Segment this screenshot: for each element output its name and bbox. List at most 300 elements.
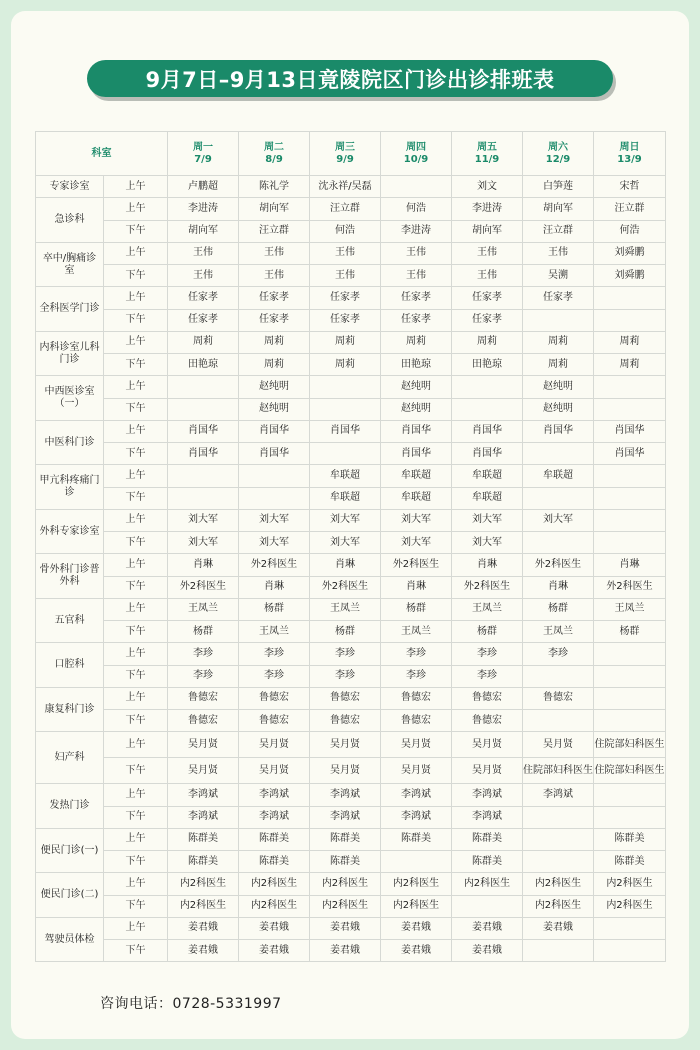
- doctor-cell: 肖国华: [239, 420, 310, 442]
- schedule-table: [35, 131, 666, 962]
- doctor-cell: 牟联超: [310, 487, 381, 509]
- doctor-cell: 陈群美: [239, 828, 310, 850]
- doctor-cell: 陈群美: [168, 851, 239, 873]
- doctor-cell: 陈群美: [168, 828, 239, 850]
- table-row: [36, 465, 666, 487]
- doctor-cell: 鲁德宏: [452, 710, 523, 732]
- table-row: [36, 220, 666, 242]
- doctor-cell: 姜君娥: [310, 917, 381, 939]
- dept-header: 科室: [36, 132, 168, 176]
- doctor-cell: [594, 309, 666, 331]
- session-label: 上午: [104, 420, 168, 442]
- doctor-cell: 肖琳: [523, 576, 594, 598]
- doctor-cell: 鲁德宏: [168, 687, 239, 709]
- doctor-cell: 田艳琼: [452, 354, 523, 376]
- table-row: [36, 917, 666, 939]
- day-date: 9/9: [336, 153, 354, 165]
- doctor-cell: 肖琳: [452, 554, 523, 576]
- doctor-cell: [452, 376, 523, 398]
- doctor-cell: 内2科医生: [594, 873, 666, 895]
- doctor-cell: 李进涛: [168, 198, 239, 220]
- day-date: 12/9: [545, 153, 571, 165]
- doctor-cell: 王凤兰: [310, 598, 381, 620]
- doctor-cell: 周莉: [168, 331, 239, 353]
- session-label: 上午: [104, 465, 168, 487]
- doctor-cell: [168, 465, 239, 487]
- doctor-cell: 姜君娥: [381, 940, 452, 962]
- doctor-cell: 王伟: [452, 242, 523, 264]
- doctor-cell: [594, 784, 666, 806]
- doctor-cell: 王伟: [381, 242, 452, 264]
- day-name: 周五: [477, 141, 497, 153]
- hotline-text: 咨询电话：0728-5331997: [100, 996, 282, 1012]
- doctor-cell: 赵纯明: [381, 376, 452, 398]
- doctor-cell: 鲁德宏: [310, 687, 381, 709]
- doctor-cell: 姜君娥: [523, 917, 594, 939]
- doctor-cell: 外2科医生: [381, 554, 452, 576]
- doctor-cell: 鲁德宏: [310, 710, 381, 732]
- session-label: 上午: [104, 784, 168, 806]
- doctor-cell: [594, 287, 666, 309]
- doctor-cell: [239, 487, 310, 509]
- doctor-cell: 任家孝: [452, 309, 523, 331]
- doctor-cell: 外2科医生: [239, 554, 310, 576]
- doctor-cell: [168, 487, 239, 509]
- day-name: 周六: [548, 141, 568, 153]
- doctor-cell: 刘大军: [452, 532, 523, 554]
- doctor-cell: 内2科医生: [523, 895, 594, 917]
- doctor-cell: 牟联超: [381, 465, 452, 487]
- doctor-cell: 外2科医生: [523, 554, 594, 576]
- doctor-cell: 吴月贤: [168, 758, 239, 784]
- doctor-cell: 沈永祥/吴磊: [310, 176, 381, 198]
- doctor-cell: 牟联超: [381, 487, 452, 509]
- doctor-cell: 周莉: [381, 331, 452, 353]
- department-name: 康复科门诊: [36, 687, 104, 732]
- doctor-cell: 鲁德宏: [523, 687, 594, 709]
- doctor-cell: 内2科医生: [168, 895, 239, 917]
- doctor-cell: 赵纯明: [239, 398, 310, 420]
- session-label: 下午: [104, 220, 168, 242]
- doctor-cell: [523, 806, 594, 828]
- doctor-cell: [523, 828, 594, 850]
- doctor-cell: 吴溯: [523, 265, 594, 287]
- page-title: 9月7日–9月13日竟陵院区门诊出诊排班表: [87, 60, 613, 97]
- doctor-cell: 内2科医生: [239, 895, 310, 917]
- doctor-cell: 肖国华: [239, 443, 310, 465]
- doctor-cell: 姜君娥: [452, 917, 523, 939]
- doctor-cell: 赵纯明: [523, 376, 594, 398]
- doctor-cell: 杨群: [452, 621, 523, 643]
- department-name: 急诊科: [36, 198, 104, 243]
- session-label: 下午: [104, 665, 168, 687]
- doctor-cell: 陈群美: [594, 828, 666, 850]
- doctor-cell: 吴月贤: [523, 732, 594, 758]
- table-row: [36, 242, 666, 264]
- doctor-cell: [594, 376, 666, 398]
- department-name: 全科医学门诊: [36, 287, 104, 332]
- doctor-cell: [452, 398, 523, 420]
- doctor-cell: 陈群美: [239, 851, 310, 873]
- doctor-cell: 外2科医生: [452, 576, 523, 598]
- doctor-cell: 胡向军: [239, 198, 310, 220]
- doctor-cell: 牟联超: [452, 487, 523, 509]
- doctor-cell: 吴月贤: [168, 732, 239, 758]
- table-row: [36, 331, 666, 353]
- doctor-cell: [452, 895, 523, 917]
- doctor-cell: 李鸿斌: [310, 806, 381, 828]
- session-label: 下午: [104, 443, 168, 465]
- doctor-cell: 刘大军: [239, 509, 310, 531]
- doctor-cell: [594, 532, 666, 554]
- doctor-cell: 周莉: [239, 354, 310, 376]
- table-row: [36, 643, 666, 665]
- day-date: 13/9: [617, 153, 642, 165]
- header-row: [36, 132, 666, 176]
- day-date: 8/9: [265, 153, 283, 165]
- doctor-cell: 王伟: [168, 242, 239, 264]
- doctor-cell: 肖国华: [452, 420, 523, 442]
- session-label: 上午: [104, 176, 168, 198]
- table-row: [36, 758, 666, 784]
- doctor-cell: 王凤兰: [594, 598, 666, 620]
- table-row: [36, 554, 666, 576]
- doctor-cell: 陈礼学: [239, 176, 310, 198]
- doctor-cell: 王伟: [523, 242, 594, 264]
- doctor-cell: 鲁德宏: [381, 687, 452, 709]
- session-label: 下午: [104, 895, 168, 917]
- doctor-cell: 内2科医生: [310, 873, 381, 895]
- doctor-cell: [594, 917, 666, 939]
- doctor-cell: 李鸿斌: [168, 806, 239, 828]
- doctor-cell: 姜君娥: [381, 917, 452, 939]
- doctor-cell: 内2科医生: [239, 873, 310, 895]
- session-label: 上午: [104, 828, 168, 850]
- doctor-cell: 姜君娥: [310, 940, 381, 962]
- doctor-cell: 李鸿斌: [381, 806, 452, 828]
- doctor-cell: 刘舜鹏: [594, 265, 666, 287]
- doctor-cell: [239, 465, 310, 487]
- day-date: 10/9: [403, 153, 429, 165]
- table-row: [36, 598, 666, 620]
- doctor-cell: 肖国华: [168, 420, 239, 442]
- doctor-cell: 周莉: [523, 354, 594, 376]
- doctor-cell: [523, 532, 594, 554]
- doctor-cell: 王伟: [452, 265, 523, 287]
- doctor-cell: 白笋莲: [523, 176, 594, 198]
- session-label: 上午: [104, 242, 168, 264]
- doctor-cell: 姜君娥: [239, 917, 310, 939]
- doctor-cell: 田艳琼: [381, 354, 452, 376]
- department-name: 便民门诊(二): [36, 873, 104, 918]
- doctor-cell: 姜君娥: [452, 940, 523, 962]
- doctor-cell: 内2科医生: [310, 895, 381, 917]
- doctor-cell: 任家孝: [523, 287, 594, 309]
- session-label: 下午: [104, 758, 168, 784]
- day-header: [381, 132, 452, 176]
- doctor-cell: 赵纯明: [381, 398, 452, 420]
- doctor-cell: 何浩: [310, 220, 381, 242]
- doctor-cell: 任家孝: [381, 309, 452, 331]
- doctor-cell: [310, 398, 381, 420]
- doctor-cell: [523, 851, 594, 873]
- doctor-cell: 李鸿斌: [452, 806, 523, 828]
- doctor-cell: 李珍: [310, 665, 381, 687]
- doctor-cell: 刘大军: [239, 532, 310, 554]
- doctor-cell: 刘舜鹏: [594, 242, 666, 264]
- doctor-cell: 住院部妇科医生: [523, 758, 594, 784]
- doctor-cell: 任家孝: [310, 287, 381, 309]
- doctor-cell: 杨群: [168, 621, 239, 643]
- department-name: 外科专家诊室: [36, 509, 104, 554]
- doctor-cell: 王伟: [168, 265, 239, 287]
- doctor-cell: 内2科医生: [452, 873, 523, 895]
- session-label: 下午: [104, 354, 168, 376]
- doctor-cell: 内2科医生: [168, 873, 239, 895]
- session-label: 下午: [104, 940, 168, 962]
- session-label: 下午: [104, 487, 168, 509]
- doctor-cell: 李鸿斌: [523, 784, 594, 806]
- doctor-cell: 任家孝: [310, 309, 381, 331]
- doctor-cell: 李珍: [168, 643, 239, 665]
- doctor-cell: 住院部妇科医生: [594, 758, 666, 784]
- doctor-cell: 李鸿斌: [168, 784, 239, 806]
- doctor-cell: 赵纯明: [523, 398, 594, 420]
- table-row: [36, 806, 666, 828]
- doctor-cell: 何浩: [381, 198, 452, 220]
- doctor-cell: 肖琳: [594, 554, 666, 576]
- doctor-cell: 王凤兰: [168, 598, 239, 620]
- doctor-cell: 卢鹏超: [168, 176, 239, 198]
- doctor-cell: 牟联超: [452, 465, 523, 487]
- doctor-cell: 杨群: [594, 621, 666, 643]
- doctor-cell: 内2科医生: [381, 895, 452, 917]
- day-name: 周三: [335, 141, 355, 153]
- doctor-cell: 内2科医生: [594, 895, 666, 917]
- table-row: [36, 895, 666, 917]
- doctor-cell: 周莉: [523, 331, 594, 353]
- doctor-cell: 吴月贤: [381, 758, 452, 784]
- doctor-cell: 姜君娥: [239, 940, 310, 962]
- doctor-cell: 汪立群: [310, 198, 381, 220]
- doctor-cell: 周莉: [594, 354, 666, 376]
- doctor-cell: 鲁德宏: [381, 710, 452, 732]
- doctor-cell: [310, 443, 381, 465]
- table-row: [36, 710, 666, 732]
- doctor-cell: 肖国华: [168, 443, 239, 465]
- day-name: 周一: [193, 141, 213, 153]
- doctor-cell: [594, 806, 666, 828]
- doctor-cell: 王凤兰: [523, 621, 594, 643]
- schedule-body: [36, 176, 666, 962]
- doctor-cell: [523, 309, 594, 331]
- table-row: [36, 398, 666, 420]
- doctor-cell: 李珍: [239, 665, 310, 687]
- doctor-cell: 吴月贤: [310, 758, 381, 784]
- doctor-cell: 汪立群: [239, 220, 310, 242]
- doctor-cell: 任家孝: [452, 287, 523, 309]
- doctor-cell: 李珍: [381, 643, 452, 665]
- doctor-cell: 王凤兰: [381, 621, 452, 643]
- department-name: 骨外科门诊普外科: [36, 554, 104, 599]
- department-name: 便民门诊(一): [36, 828, 104, 873]
- doctor-cell: 杨群: [310, 621, 381, 643]
- department-name: 专家诊室: [36, 176, 104, 198]
- doctor-cell: 杨群: [381, 598, 452, 620]
- session-label: 下午: [104, 265, 168, 287]
- doctor-cell: 外2科医生: [168, 576, 239, 598]
- doctor-cell: [168, 376, 239, 398]
- session-label: 下午: [104, 710, 168, 732]
- table-row: [36, 487, 666, 509]
- doctor-cell: [594, 687, 666, 709]
- doctor-cell: 吴月贤: [452, 758, 523, 784]
- doctor-cell: 肖国华: [381, 443, 452, 465]
- doctor-cell: [523, 665, 594, 687]
- doctor-cell: 周莉: [310, 354, 381, 376]
- session-label: 上午: [104, 376, 168, 398]
- doctor-cell: 内2科医生: [381, 873, 452, 895]
- doctor-cell: 任家孝: [381, 287, 452, 309]
- session-label: 上午: [104, 287, 168, 309]
- day-header: [452, 132, 523, 176]
- session-label: 上午: [104, 917, 168, 939]
- doctor-cell: 住院部妇科医生: [594, 732, 666, 758]
- department-name: 发热门诊: [36, 784, 104, 829]
- doctor-cell: 吴月贤: [239, 732, 310, 758]
- doctor-cell: 赵纯明: [239, 376, 310, 398]
- doctor-cell: 王伟: [310, 242, 381, 264]
- session-label: 下午: [104, 309, 168, 331]
- doctor-cell: 刘大军: [168, 509, 239, 531]
- doctor-cell: 吴月贤: [381, 732, 452, 758]
- doctor-cell: 陈群美: [310, 828, 381, 850]
- doctor-cell: 肖国华: [594, 420, 666, 442]
- table-row: [36, 198, 666, 220]
- doctor-cell: 吴月贤: [310, 732, 381, 758]
- department-name: 口腔科: [36, 643, 104, 688]
- doctor-cell: 肖琳: [239, 576, 310, 598]
- doctor-cell: 杨群: [523, 598, 594, 620]
- doctor-cell: 肖琳: [310, 554, 381, 576]
- table-row: [36, 940, 666, 962]
- doctor-cell: 何浩: [594, 220, 666, 242]
- doctor-cell: 李珍: [168, 665, 239, 687]
- doctor-cell: 鲁德宏: [239, 710, 310, 732]
- table-row: [36, 287, 666, 309]
- doctor-cell: 肖国华: [310, 420, 381, 442]
- doctor-cell: [523, 710, 594, 732]
- doctor-cell: 肖琳: [381, 576, 452, 598]
- doctor-cell: 内2科医生: [523, 873, 594, 895]
- doctor-cell: 胡向军: [523, 198, 594, 220]
- table-row: [36, 665, 666, 687]
- session-label: 下午: [104, 398, 168, 420]
- session-label: 上午: [104, 598, 168, 620]
- session-label: 上午: [104, 873, 168, 895]
- table-row: [36, 873, 666, 895]
- doctor-cell: 陈群美: [381, 828, 452, 850]
- department-name: 中西医诊室（一）: [36, 376, 104, 421]
- table-row: [36, 443, 666, 465]
- doctor-cell: 李珍: [381, 665, 452, 687]
- doctor-cell: 肖国华: [594, 443, 666, 465]
- table-row: [36, 784, 666, 806]
- day-header: [594, 132, 666, 176]
- doctor-cell: 李珍: [239, 643, 310, 665]
- doctor-cell: [168, 398, 239, 420]
- doctor-cell: 刘大军: [523, 509, 594, 531]
- doctor-cell: 陈群美: [594, 851, 666, 873]
- session-label: 下午: [104, 851, 168, 873]
- doctor-cell: [594, 509, 666, 531]
- department-name: 内科诊室儿科门诊: [36, 331, 104, 376]
- doctor-cell: 李珍: [310, 643, 381, 665]
- doctor-cell: 吴月贤: [239, 758, 310, 784]
- doctor-cell: [523, 487, 594, 509]
- doctor-cell: 周莉: [239, 331, 310, 353]
- day-header: [310, 132, 381, 176]
- department-name: 中医科门诊: [36, 420, 104, 465]
- table-row: [36, 420, 666, 442]
- doctor-cell: 王伟: [381, 265, 452, 287]
- table-row: [36, 376, 666, 398]
- doctor-cell: [594, 940, 666, 962]
- doctor-cell: 牟联超: [310, 465, 381, 487]
- doctor-cell: 刘大军: [168, 532, 239, 554]
- doctor-cell: [594, 665, 666, 687]
- doctor-cell: 杨群: [239, 598, 310, 620]
- doctor-cell: 王伟: [239, 265, 310, 287]
- table-row: [36, 509, 666, 531]
- day-header: [168, 132, 239, 176]
- doctor-cell: 肖国华: [523, 420, 594, 442]
- session-label: 上午: [104, 732, 168, 758]
- session-label: 上午: [104, 198, 168, 220]
- doctor-cell: 李鸿斌: [381, 784, 452, 806]
- doctor-cell: 鲁德宏: [452, 687, 523, 709]
- day-header: [523, 132, 594, 176]
- doctor-cell: [381, 851, 452, 873]
- table-row: [36, 309, 666, 331]
- doctor-cell: 肖琳: [168, 554, 239, 576]
- session-label: 上午: [104, 687, 168, 709]
- table-row: [36, 828, 666, 850]
- doctor-cell: 外2科医生: [594, 576, 666, 598]
- doctor-cell: [381, 176, 452, 198]
- doctor-cell: 李珍: [523, 643, 594, 665]
- doctor-cell: 刘文: [452, 176, 523, 198]
- doctor-cell: 胡向军: [168, 220, 239, 242]
- department-name: 卒中/胸痛诊室: [36, 242, 104, 287]
- table-row: [36, 851, 666, 873]
- doctor-cell: 姜君娥: [168, 917, 239, 939]
- doctor-cell: 刘大军: [310, 532, 381, 554]
- table-row: [36, 732, 666, 758]
- doctor-cell: 周莉: [310, 331, 381, 353]
- doctor-cell: 李鸿斌: [310, 784, 381, 806]
- doctor-cell: [594, 398, 666, 420]
- doctor-cell: 王伟: [310, 265, 381, 287]
- table-row: [36, 532, 666, 554]
- doctor-cell: 任家孝: [239, 287, 310, 309]
- doctor-cell: 李进涛: [452, 198, 523, 220]
- doctor-cell: 肖国华: [452, 443, 523, 465]
- doctor-cell: 肖国华: [381, 420, 452, 442]
- doctor-cell: 刘大军: [381, 532, 452, 554]
- doctor-cell: [523, 443, 594, 465]
- doctor-cell: 刘大军: [452, 509, 523, 531]
